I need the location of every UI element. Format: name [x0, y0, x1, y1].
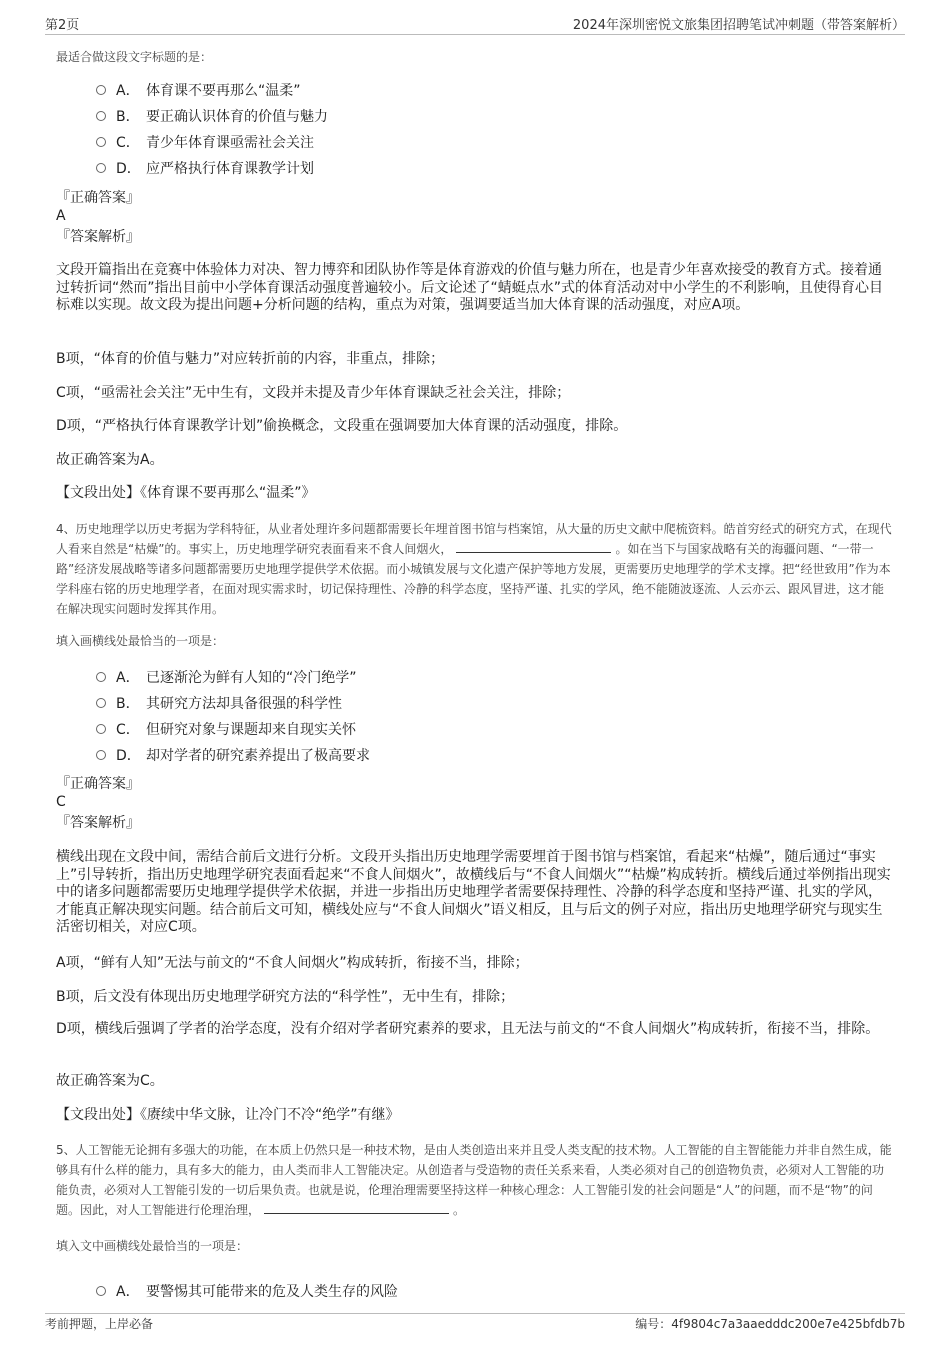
radio-icon[interactable]	[96, 1286, 106, 1296]
q3-option-d[interactable]: D． 应严格执行体育课教学计划	[96, 159, 314, 179]
q3-answer-label: 『正确答案』	[56, 190, 140, 206]
q3-analysis-main: 文段开篇指出在竞赛中体验体力对决、智力博弈和团队协作等是体育游戏的价值与魅力所在，也是青少年喜欢接受的教育方式。接着通过转折词“然而”指出目前中小学体育课活动强度普遍较小。后文论述了“蜻蜓点水”式的体育活动对中小学生的不利影响，且使得育心目标难以实现。故文段为提出问题+分析问题的结构，重点为对策，强调要适当加大体育课的活动强度，对应A项。	[56, 262, 884, 313]
q3-analysis-c: C项，“亟需社会关注”无中生有，文段并未提及青少年体育课缺乏社会关注，排除；	[56, 385, 571, 401]
q4-option-d[interactable]: D． 却对学者的研究素养提出了极高要求	[96, 746, 370, 766]
radio-icon[interactable]	[96, 672, 106, 682]
fill-blank[interactable]	[456, 540, 611, 553]
q5-stem: 5、人工智能无论拥有多强大的功能，在本质上仍然只是一种技术物，是由人类创造出来并且受人类支配的技术物。人工智能的自主智能能力并非自然生成，能够具有什么样的能力，具有多大的能力，由人类而非人工智能决定。从创造者与受造物的责任关系来看，人类必须对自己的创造物负责，必须对人工智能的功能负责，必须对人工智能引发的一切后果负责。也就是说，伦理治理需要坚持这样一种核心理念：人工智能引发的社会问题是“人”的问题，而不是“物”的问题。因此，对人工智能进行伦理治理， 。	[56, 1143, 892, 1217]
document-title: 2024年深圳密悦文旅集团招聘笔试冲刺题（带答案解析）	[572, 18, 905, 33]
q4-answer-label: 『正确答案』	[56, 776, 140, 792]
q3-analysis-b: B项，“体育的价值与魅力”对应转折前的内容，非重点，排除；	[56, 351, 445, 367]
q4-stem: 4、历史地理学以历史考据为学科特征，从业者处理许多问题都需要长年埋首图书馆与档案馆，从大量的历史文献中爬梳资料。皓首穷经式的研究方式，在现代人看来自然是“枯燥”的。事实上，历史地理学研究表面看来不食人间烟火， 。如在当下与国家战略有关的海疆问题、“一带一路”经济发展战略等诸多问题都需要历史地理学提供学术依据。而小城镇发展与文化遗产保护等地方发展，更需要历史地理学的学术支撑。把“经世致用”作为本学科座右铭的历史地理学者，在面对现实需求时，切记保持理性、冷静的科学态度，坚持严谨、扎实的学风，绝不能随波逐流、人云亦云、跟风冒进，这才能在解决现实问题时发挥其作用。	[56, 522, 892, 616]
q3-prompt: 最适合做这段文字标题的是：	[56, 50, 213, 64]
q3-answer: A	[56, 208, 66, 224]
radio-icon[interactable]	[96, 698, 106, 708]
q4-option-c[interactable]: C． 但研究对象与课题却来自现实关怀	[96, 720, 356, 740]
q4-answer: C	[56, 794, 66, 810]
q4-prompt: 填入画横线处最恰当的一项是：	[56, 634, 225, 648]
q5-option-a[interactable]: A． 要警惕其可能带来的危及人类生存的风险	[96, 1282, 398, 1302]
q3-source: 【文段出处】《体育课不要再那么“温柔”》	[56, 485, 316, 501]
q4-analysis-main: 横线出现在文段中间，需结合前后文进行分析。文段开头指出历史地理学需要埋首于图书馆与档案馆，看起来“枯燥”，随后通过“事实上”引导转折，指出历史地理学研究表面看起来“不食人间烟火”，故横线后与“不食人间烟火”“枯燥”构成转折。横线后通过举例指出现实中的诸多问题都需要历史地理学提供学术依据，并进一步指出历史地理学者需要保持理性、冷静的科学态度和坚持严谨、扎实的学风，才能真正解决现实问题。结合前后文可知，横线处应与“不食人间烟火”语义相反，且与后文的例子对应，指出历史地理学研究与现实生活密切相关，对应C项。	[56, 849, 891, 935]
q3-option-a[interactable]: A． 体育课不要再那么“温柔”	[96, 81, 301, 101]
footer-slogan: 考前押题，上岸必备	[45, 1317, 154, 1331]
document-id: 编号：4f9804c7a3aaedddc200e7e425bfdb7b	[635, 1317, 905, 1331]
q4-source: 【文段出处】《赓续中华文脉，让冷门不冷“绝学”有继》	[56, 1107, 400, 1123]
q4-option-b[interactable]: B． 其研究方法却具备很强的科学性	[96, 694, 342, 714]
radio-icon[interactable]	[96, 163, 106, 173]
fill-blank[interactable]	[264, 1201, 449, 1214]
q3-option-c[interactable]: C． 青少年体育课亟需社会关注	[96, 133, 314, 153]
q4-analysis-label: 『答案解析』	[56, 815, 140, 831]
radio-icon[interactable]	[96, 85, 106, 95]
radio-icon[interactable]	[96, 750, 106, 760]
page-number: 第2页	[45, 18, 80, 33]
radio-icon[interactable]	[96, 724, 106, 734]
q4-option-a[interactable]: A． 已逐渐沦为鲜有人知的“冷门绝学”	[96, 668, 357, 688]
radio-icon[interactable]	[96, 137, 106, 147]
q3-option-b[interactable]: B． 要正确认识体育的价值与魅力	[96, 107, 328, 127]
page-footer	[45, 1313, 905, 1336]
q3-analysis-d: D项，“严格执行体育课教学计划”偷换概念，文段重在强调要加大体育课的活动强度，排除。	[56, 418, 628, 434]
q4-analysis-b: B项，后文没有体现出历史地理学研究方法的“科学性”，无中生有，排除；	[56, 989, 515, 1005]
q3-analysis-label: 『答案解析』	[56, 229, 140, 245]
q3-conclusion: 故正确答案为A。	[56, 452, 164, 468]
radio-icon[interactable]	[96, 111, 106, 121]
q4-analysis-a: A项，“鲜有人知”无法与前文的“不食人间烟火”构成转折，衔接不当，排除；	[56, 955, 529, 971]
q4-analysis-d: D项，横线后强调了学者的治学态度，没有介绍对学者研究素养的要求，且无法与前文的“不食人间烟火”构成转折，衔接不当，排除。	[56, 1021, 880, 1037]
page-header	[45, 12, 905, 35]
q4-conclusion: 故正确答案为C。	[56, 1073, 164, 1089]
q5-prompt: 填入文中画横线处最恰当的一项是：	[56, 1239, 249, 1253]
